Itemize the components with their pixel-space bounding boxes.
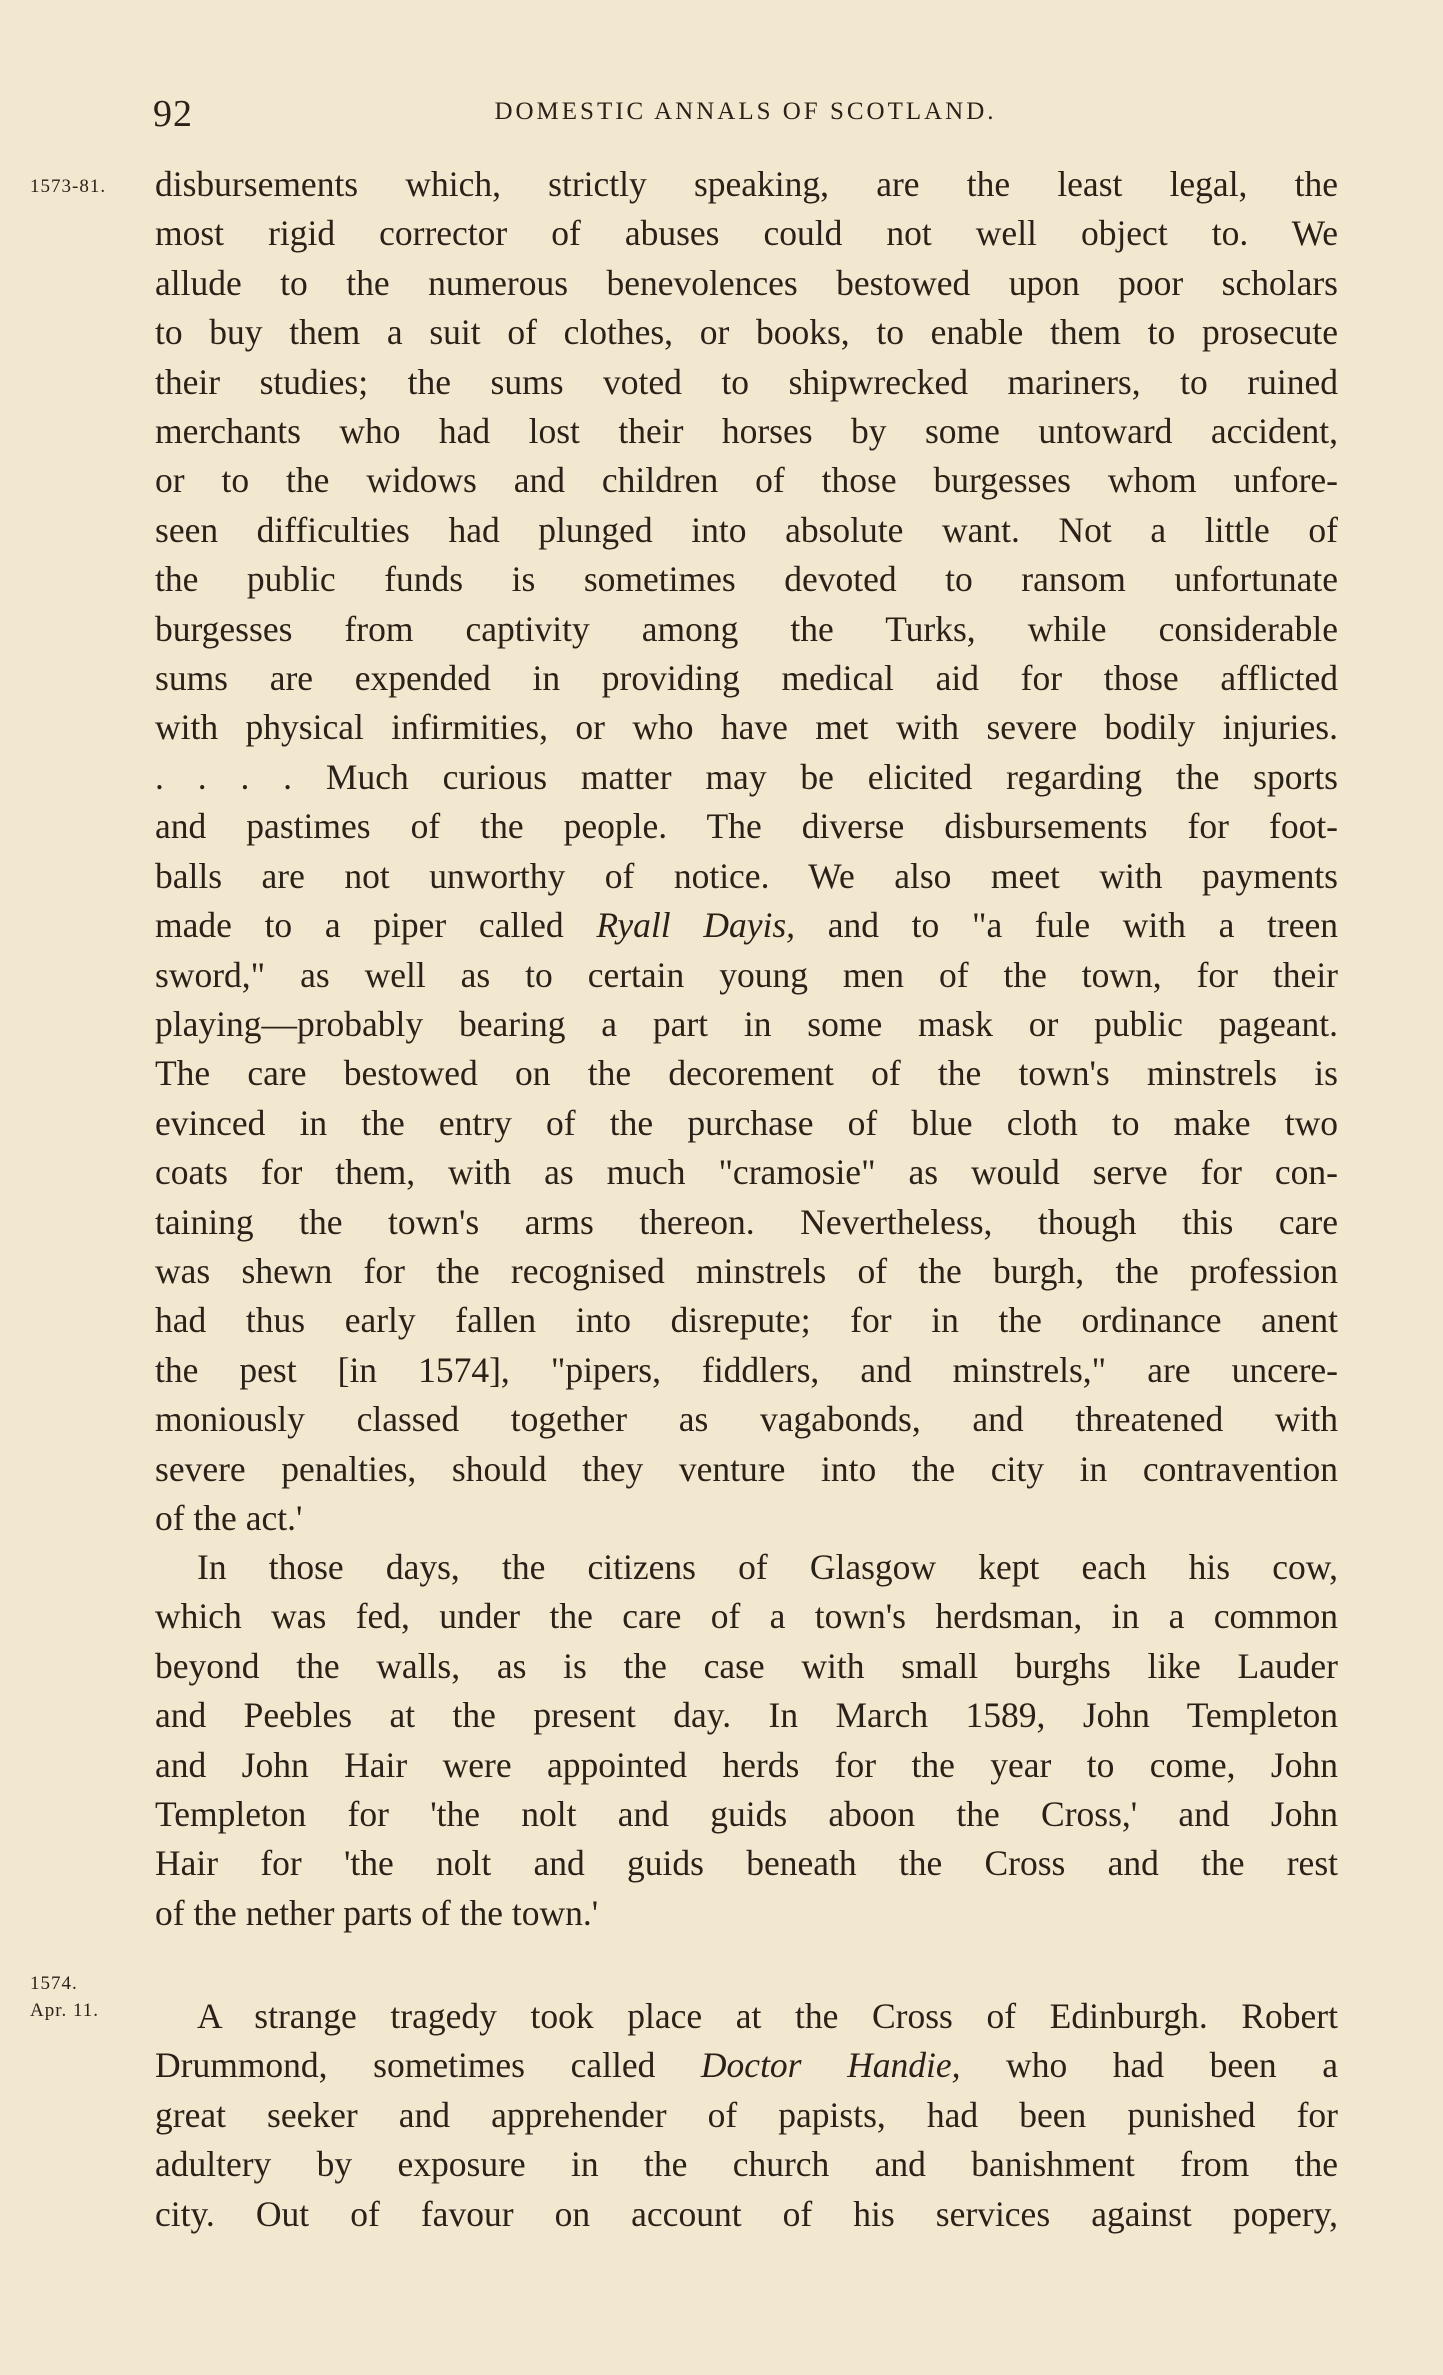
margin-date-range: 1573-81.: [30, 176, 107, 197]
text-line: . . . . Much curious matter may be elicited regarding the sports: [155, 756, 1338, 797]
text-line: great seeker and apprehender of papists, had been punished for: [155, 2094, 1338, 2135]
text-line: was shewn for the recognised minstrels of the burgh, the profession: [155, 1250, 1338, 1291]
text-line: Templeton for 'the nolt and guids aboon the Cross,' and John: [155, 1794, 1338, 1835]
running-title: DOMESTIC ANNALS OF SCOTLAND.: [494, 98, 997, 125]
paragraph-tragedy: [155, 1992, 1338, 2239]
page-number: 92: [153, 93, 193, 135]
text-line: disbursements which, strictly speaking, are the least legal, the: [155, 164, 1338, 204]
text-line: beyond the walls, as is the case with small burghs like Lauder: [155, 1645, 1338, 1686]
italic-name: Doctor Handie,: [700, 2045, 961, 2086]
text-line: city. Out of favour on account of his services against popery,: [155, 2193, 1338, 2234]
text-line: most rigid corrector of abuses could not well object to. We: [155, 213, 1338, 254]
text-line: with physical infirmities, or who have met with severe bodily injuries.: [155, 707, 1338, 748]
italic-name: Ryall Dayis,: [596, 905, 796, 946]
text-line: In those days, the citizens of Glasgow kept each his cow,: [197, 1547, 1338, 1587]
text-line: the public funds is sometimes devoted to ransom unfortunate: [155, 559, 1338, 600]
text-line: or to the widows and children of those burgesses whom unfore-: [155, 460, 1338, 501]
text-fragment: made to a piper called: [155, 905, 597, 946]
text-line: taining the town's arms thereon. Nevertheless, though this care: [155, 1201, 1338, 1242]
text-line: Hair for 'the nolt and guids beneath the Cross and the rest: [155, 1843, 1338, 1884]
text-line-with-italic: [155, 901, 1338, 950]
text-line: to buy them a suit of clothes, or books, to enable them to prosecute: [155, 312, 1338, 353]
text-line: merchants who had lost their horses by some untoward accident,: [155, 411, 1338, 452]
text-line: moniously classed together as vagabonds, and threatened with: [155, 1399, 1338, 1440]
text-line: burgesses from captivity among the Turks, while considerable: [155, 608, 1338, 649]
text-line: sword," as well as to certain young men of the town, for their: [155, 954, 1338, 995]
text-line: of the nether parts of the town.': [155, 1892, 599, 1933]
text-line: allude to the numerous benevolences bestowed upon poor scholars: [155, 262, 1338, 303]
text-line: had thus early fallen into disrepute; for in the ordinance anent: [155, 1300, 1338, 1341]
text-line-with-italic: [155, 2041, 1338, 2090]
text-line: seen difficulties had plunged into absolute want. Not a little of: [155, 509, 1338, 550]
text-line: severe penalties, should they venture into the city in contravention: [155, 1448, 1338, 1489]
margin-entry-date: Apr. 11.: [30, 2000, 100, 2021]
text-line: sums are expended in providing medical aid for those afflicted: [155, 658, 1338, 699]
paragraph-disbursements: [155, 160, 1338, 1543]
text-line: playing—probably bearing a part in some mask or public pageant.: [155, 1003, 1338, 1044]
text-line: and John Hair were appointed herds for the year to come, John: [155, 1744, 1338, 1785]
margin-entry-year: 1574.: [30, 1973, 78, 1994]
text-line: evinced in the entry of the purchase of blue cloth to make two: [155, 1102, 1338, 1143]
text-line: their studies; the sums voted to shipwrecked mariners, to ruined: [155, 361, 1338, 402]
text-line: of the act.': [155, 1497, 303, 1538]
text-line: The care bestowed on the decorement of the town's minstrels is: [155, 1053, 1338, 1094]
text-fragment: and to "a fule with a treen: [795, 905, 1338, 946]
text-line: coats for them, with as much "cramosie" as would serve for con-: [155, 1152, 1338, 1193]
text-line: balls are not unworthy of notice. We also meet with payments: [155, 855, 1338, 896]
paragraph-glasgow: [155, 1543, 1338, 1938]
text-line: adultery by exposure in the church and banishment from the: [155, 2144, 1338, 2185]
text-line: the pest [in 1574], "pipers, fiddlers, and minstrels," are uncere-: [155, 1349, 1338, 1390]
text-line: and pastimes of the people. The diverse disbursements for foot-: [155, 806, 1338, 847]
text-line: which was fed, under the care of a town's herdsman, in a common: [155, 1596, 1338, 1637]
page-header: [153, 92, 1338, 135]
text-line: and Peebles at the present day. In March 1589, John Templeton: [155, 1695, 1338, 1736]
text-line: A strange tragedy took place at the Cross of Edinburgh. Robert: [197, 1996, 1338, 2036]
text-fragment: who had been a: [960, 2045, 1338, 2086]
text-fragment: Drummond, sometimes called: [155, 2045, 701, 2086]
